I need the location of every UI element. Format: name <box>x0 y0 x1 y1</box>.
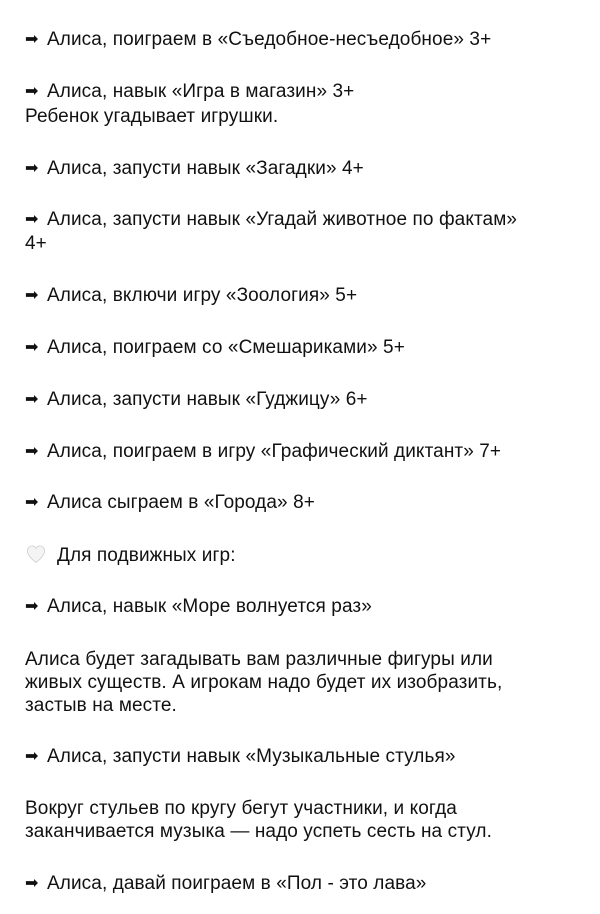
skill-item <box>25 745 588 768</box>
skill-item <box>25 157 588 180</box>
item-text: Алиса, запусти навык «Гуджицу» 6+ <box>47 389 368 410</box>
item-text: Алиса, навык «Игра в магазин» 3+ <box>47 81 355 102</box>
arrow-right-icon: ➡ <box>25 83 39 100</box>
skill-item <box>25 440 588 463</box>
description-text: Ребенок угадывает игрушки. <box>25 106 279 127</box>
arrow-right-icon: ➡ <box>25 339 39 356</box>
arrow-right-icon: ➡ <box>25 391 39 408</box>
skill-item <box>25 208 588 231</box>
item-text: Алиса, запусти навык «Загадки» 4+ <box>47 158 364 179</box>
description-text: Вокруг стульев по кругу бегут участники, и когда <box>25 798 457 819</box>
skill-item <box>25 80 588 103</box>
skill-item <box>25 872 588 895</box>
arrow-right-icon: ➡ <box>25 211 39 228</box>
item-text: Алиса, поиграем в «Съедобное-несъедобное» 3+ <box>47 29 492 50</box>
description-text: Алиса будет загадывать вам различные фигуры или <box>25 649 493 670</box>
item-text: Алиса, включи игру «Зоология» 5+ <box>47 285 358 306</box>
skill-item <box>25 284 588 307</box>
description-text: застыв на месте. <box>25 695 177 716</box>
description-text: заканчивается музыка — надо успеть сесть на стул. <box>25 821 492 842</box>
skill-item <box>25 388 588 411</box>
arrow-right-icon: ➡ <box>25 598 39 615</box>
item-text: Алиса, поиграем со «Смешариками» 5+ <box>47 337 405 358</box>
arrow-right-icon: ➡ <box>25 31 39 48</box>
white-heart-icon <box>25 543 47 565</box>
item-text: Алиса, давай поиграем в «Пол - это лава» <box>47 873 427 894</box>
heading-text: Для подвижных игр: <box>57 545 236 566</box>
skill-item <box>25 595 588 618</box>
arrow-right-icon: ➡ <box>25 748 39 765</box>
item-continuation: 4+ <box>25 233 47 254</box>
section-heading <box>25 543 588 567</box>
item-text: Алиса сыграем в «Города» 8+ <box>47 492 315 513</box>
item-text: Алиса, запусти навык «Угадай животное по фактам» <box>47 209 518 230</box>
arrow-right-icon: ➡ <box>25 875 39 892</box>
arrow-right-icon: ➡ <box>25 494 39 511</box>
arrow-right-icon: ➡ <box>25 160 39 177</box>
skill-item <box>25 491 588 514</box>
description-text: живых существ. А игрокам надо будет их изобразить, <box>25 672 503 693</box>
item-text: Алиса, навык «Море волнуется раз» <box>47 596 372 617</box>
item-text: Алиса, поиграем в игру «Графический диктант» 7+ <box>47 441 502 462</box>
item-text: Алиса, запусти навык «Музыкальные стулья» <box>47 746 456 767</box>
arrow-right-icon: ➡ <box>25 443 39 460</box>
arrow-right-icon: ➡ <box>25 287 39 304</box>
skill-item <box>25 336 588 359</box>
skill-item <box>25 28 588 51</box>
